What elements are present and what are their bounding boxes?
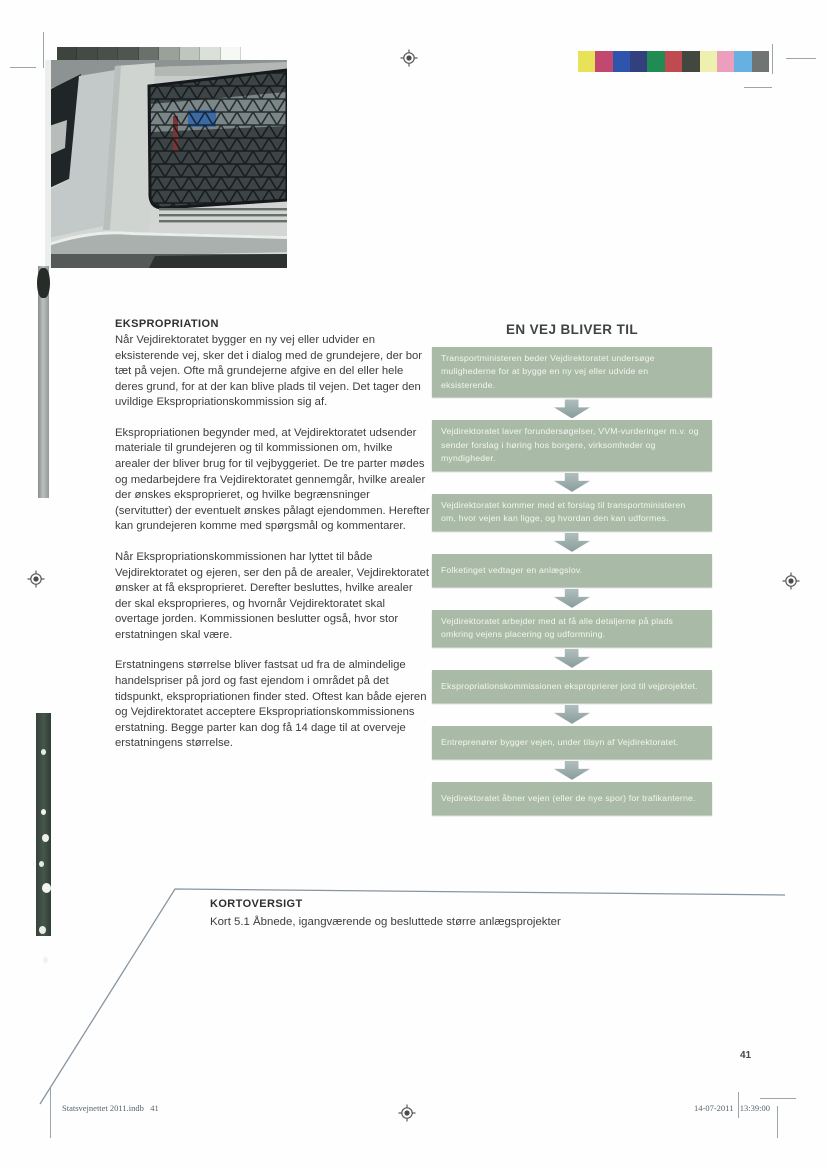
- crop-mark: [50, 1088, 51, 1138]
- flow-step-6: Ekspropriationskommissionen eksproprierer jord til vejprojektet.: [432, 670, 712, 703]
- crop-mark: [43, 32, 44, 68]
- photo-pole-artifact: [38, 266, 49, 498]
- color-swatch: [717, 51, 734, 72]
- map-caption: Kort 5.1 Åbnede, igangværende og besluttede større anlægsprojekter: [210, 916, 561, 928]
- crop-mark: [744, 87, 772, 88]
- color-swatch: [752, 51, 769, 72]
- registration-mark-icon: [27, 570, 45, 588]
- flowchart-title: EN VEJ BLIVER TIL: [505, 322, 639, 337]
- crop-mark: [760, 1098, 796, 1099]
- down-arrow-icon: [554, 473, 590, 492]
- color-swatch: [665, 51, 682, 72]
- color-swatch: [682, 51, 699, 72]
- flow-step-7: Entreprenører bygger vejen, under tilsyn af Vejdirektoratet.: [432, 726, 712, 759]
- flowchart-en-vej-bliver-til: [432, 322, 712, 815]
- flow-step-3: Vejdirektoratet kommer med et forslag til transportministeren om, hvor vejen kan ligge, og hvordan den kan udformes.: [432, 494, 712, 531]
- green-strip-artifact: [36, 713, 51, 936]
- color-swatch: [700, 51, 717, 72]
- down-arrow-icon: [554, 589, 590, 608]
- down-arrow-icon: [554, 399, 590, 418]
- color-swatch: [613, 51, 630, 72]
- flow-step-5: Vejdirektoratet arbejder med at få alle detaljerne på plads omkring vejens placering og udformning.: [432, 610, 712, 647]
- article-ekspropriation: [115, 318, 430, 767]
- flow-step-1: Transportministeren beder Vejdirektoratet undersøge mulighederne for at bygge en ny vej eller udvide en eksisterende.: [432, 347, 712, 397]
- flow-step-8: Vejdirektoratet åbner vejen (eller de nye spor) for trafikanterne.: [432, 782, 712, 815]
- article-paragraph: Ekspropriationen begynder med, at Vejdirektoratet udsender materiale til grundejeren og til kommissionen om, hvilke arealer der bliver brug for til vejbyggeriet. De tre parter mødes og medarbejdere fra Vejdirektoratet gennemgår, hvilke arealer der ønskes eksproprieret, og hvilke begrænsninger (servitutter) der eventuelt ønskes pålagt ejendommen. Herefter kan grundejeren komme med spørgsmål og kommentarer.: [115, 426, 430, 533]
- color-swatch: [647, 51, 664, 72]
- footer-imprint: Statsvejnettet 2011.indb 41: [62, 1103, 159, 1113]
- map-section-heading: KORTOVERSIGT: [210, 898, 303, 910]
- down-arrow-icon: [554, 705, 590, 724]
- color-swatch: [630, 51, 647, 72]
- registration-mark-icon: [782, 572, 800, 590]
- crop-mark: [777, 1106, 778, 1138]
- crop-mark: [10, 67, 36, 68]
- article-heading: EKSPROPRIATION: [115, 318, 219, 330]
- crop-mark: [772, 44, 773, 74]
- color-swatch: [734, 51, 751, 72]
- article-paragraph: Erstatningens størrelse bliver fastsat ud fra de almindelige handelspriser på jord og fast ejendom i området på det tidspunkt, ekspropriationen finder sted. Oftest kan både ejeren og Vejdirektoratet acceptere Ekspropriationskommissionens erstatning. Begge parter kan dog få 14 dage til at overveje erstatningens størrelse.: [115, 659, 427, 750]
- color-swatch: [578, 51, 595, 72]
- flow-step-2: Vejdirektoratet laver forundersøgelser, VVM-vurderinger m.v. og sender forslag i høring hos borgere, virksomheder og myndigheder.: [432, 420, 712, 470]
- color-bar: [578, 51, 769, 72]
- article-paragraph: Når Vejdirektoratet bygger en ny vej eller udvider en eksisterende vej, sker det i dialog med de grundejere, der bor tæt på vejen. Ofte må grundejerne afgive en del eller hele deres grund, for at der kan blive plads til vejen. Det tager den uvildige Ekspropriationskommission sig af.: [115, 334, 423, 409]
- page-number: 41: [740, 1050, 752, 1061]
- down-arrow-icon: [554, 761, 590, 780]
- color-swatch: [595, 51, 612, 72]
- article-paragraph: Når Ekspropriationskommissionen har lyttet til både Vejdirektoratet og ejeren, ser den på de arealer, Vejdirektoratet ønsker at få eksproprieret. Derefter besluttes, hvilke arealer der skal eksproprieres, og hvornår Vejdirektoratet skal overtage jorden. Kommissionen beslutter også, hvor stor erstatningen skal være.: [115, 550, 430, 641]
- flow-step-4: Folketinget vedtager en anlægslov.: [432, 554, 712, 587]
- crop-mark: [786, 58, 816, 59]
- down-arrow-icon: [554, 649, 590, 668]
- down-arrow-icon: [554, 533, 590, 552]
- map-section: [210, 898, 670, 928]
- footer-timestamp: 14-07-2011 13:39:00: [694, 1103, 770, 1113]
- vehicle-photo: [45, 60, 287, 268]
- registration-mark-icon: [400, 49, 418, 67]
- registration-mark-icon: [398, 1104, 416, 1122]
